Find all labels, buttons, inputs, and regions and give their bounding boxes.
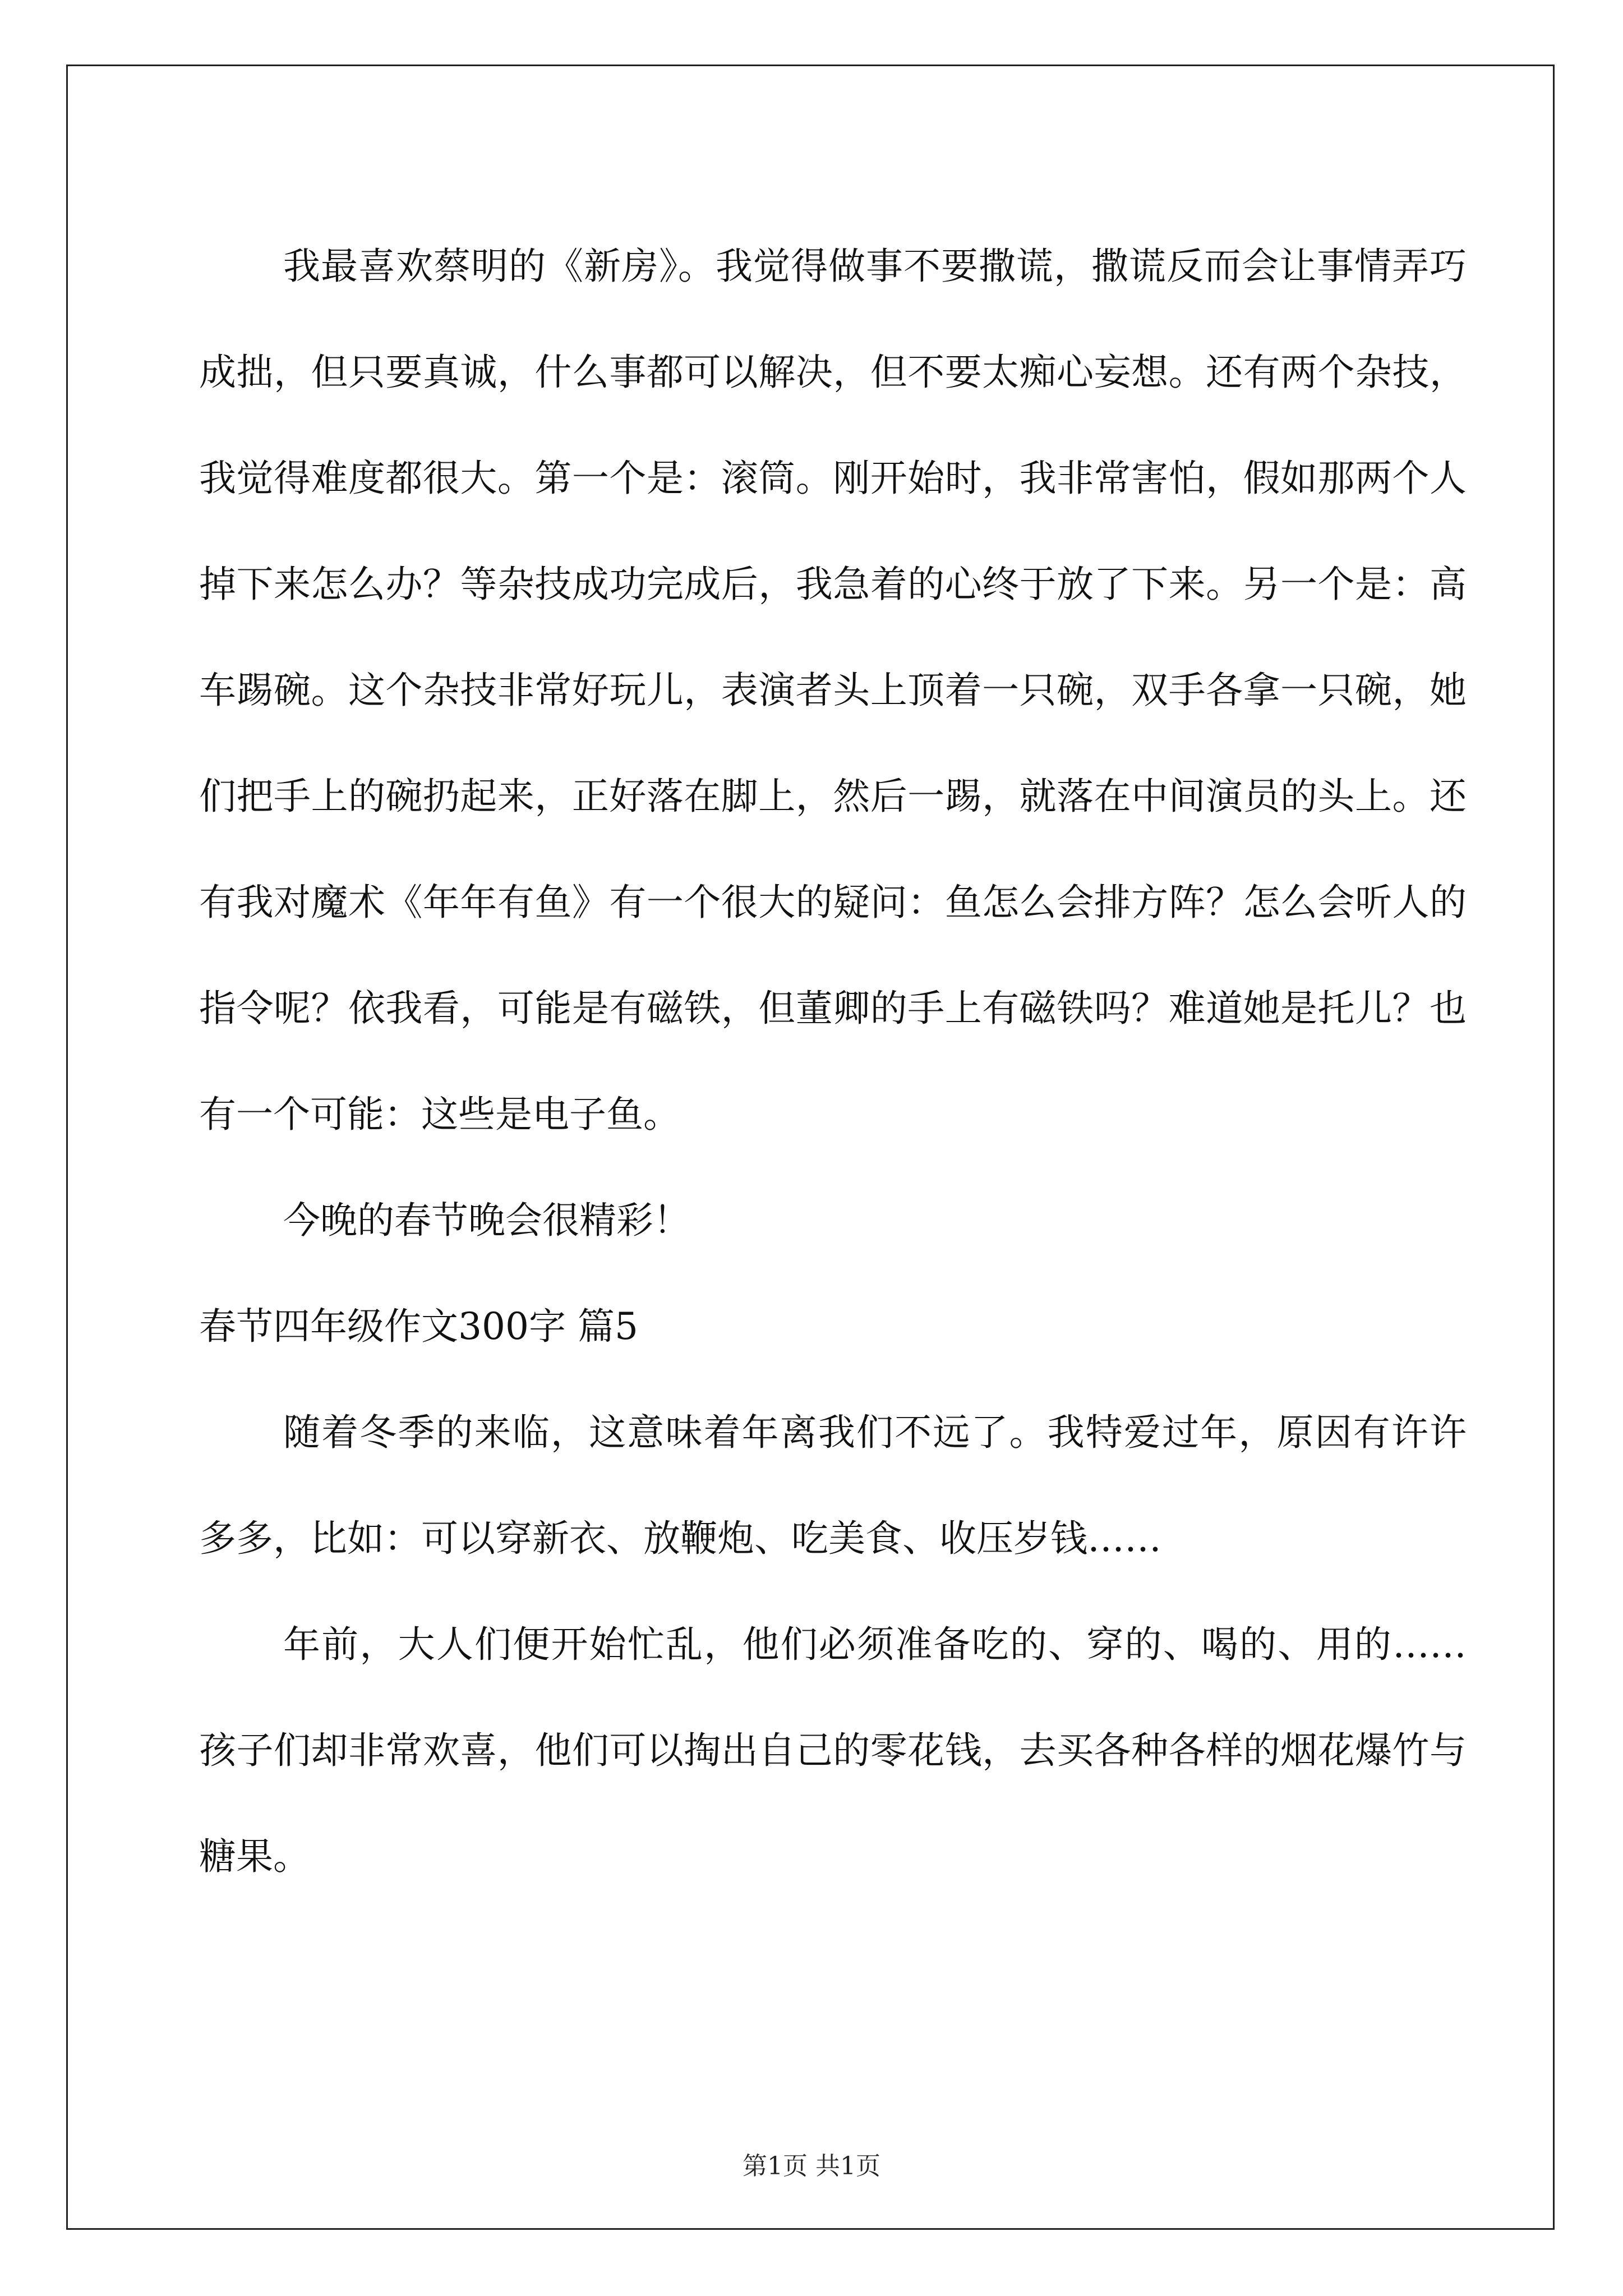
section-heading: 春节四年级作文300字 篇5: [199, 1305, 638, 1348]
paragraph: 年前，大人们便开始忙乱，他们必须准备吃的、穿的、喝的、用的……孩子们却非常欢喜，他们可以掏出自己的零花钱，去买各种各样的烟花爆竹与糖果。: [199, 1623, 1467, 1878]
document-body: [199, 213, 1467, 1910]
paragraph: 我最喜欢蔡明的《新房》。我觉得做事不要撒谎，撒谎反而会让事情弄巧成拙，但只要真诚，什么事都可以解决，但不要太痴心妄想。还有两个杂技，我觉得难度都很大。第一个是：滚筒。刚开始时，我非常害怕，假如那两个人掉下来怎么办？等杂技成功完成后，我急着的心终于放了下来。另一个是：高车踢碗。这个杂技非常好玩儿，表演者头上顶着一只碗，双手各拿一只碗，她们把手上的碗扔起来，正好落在脚上，然后一踢，就落在中间演员的头上。还有我对魔术《年年有鱼》有一个很大的疑问：鱼怎么会排方阵？怎么会听人的指令呢？依我看，可能是有磁铁，但董卿的手上有磁铁吗？难道她是托儿？也有一个可能：这些是电子鱼。: [199, 245, 1467, 1136]
page-footer: 第1页 共1页: [743, 2152, 880, 2180]
paragraph: 随着冬季的来临，这意味着年离我们不远了。我特爱过年，原因有许许多多，比如：可以穿新衣、放鞭炮、吃美食、收压岁钱……: [199, 1411, 1467, 1560]
paragraph: 今晚的春节晚会很精彩！: [283, 1199, 690, 1242]
